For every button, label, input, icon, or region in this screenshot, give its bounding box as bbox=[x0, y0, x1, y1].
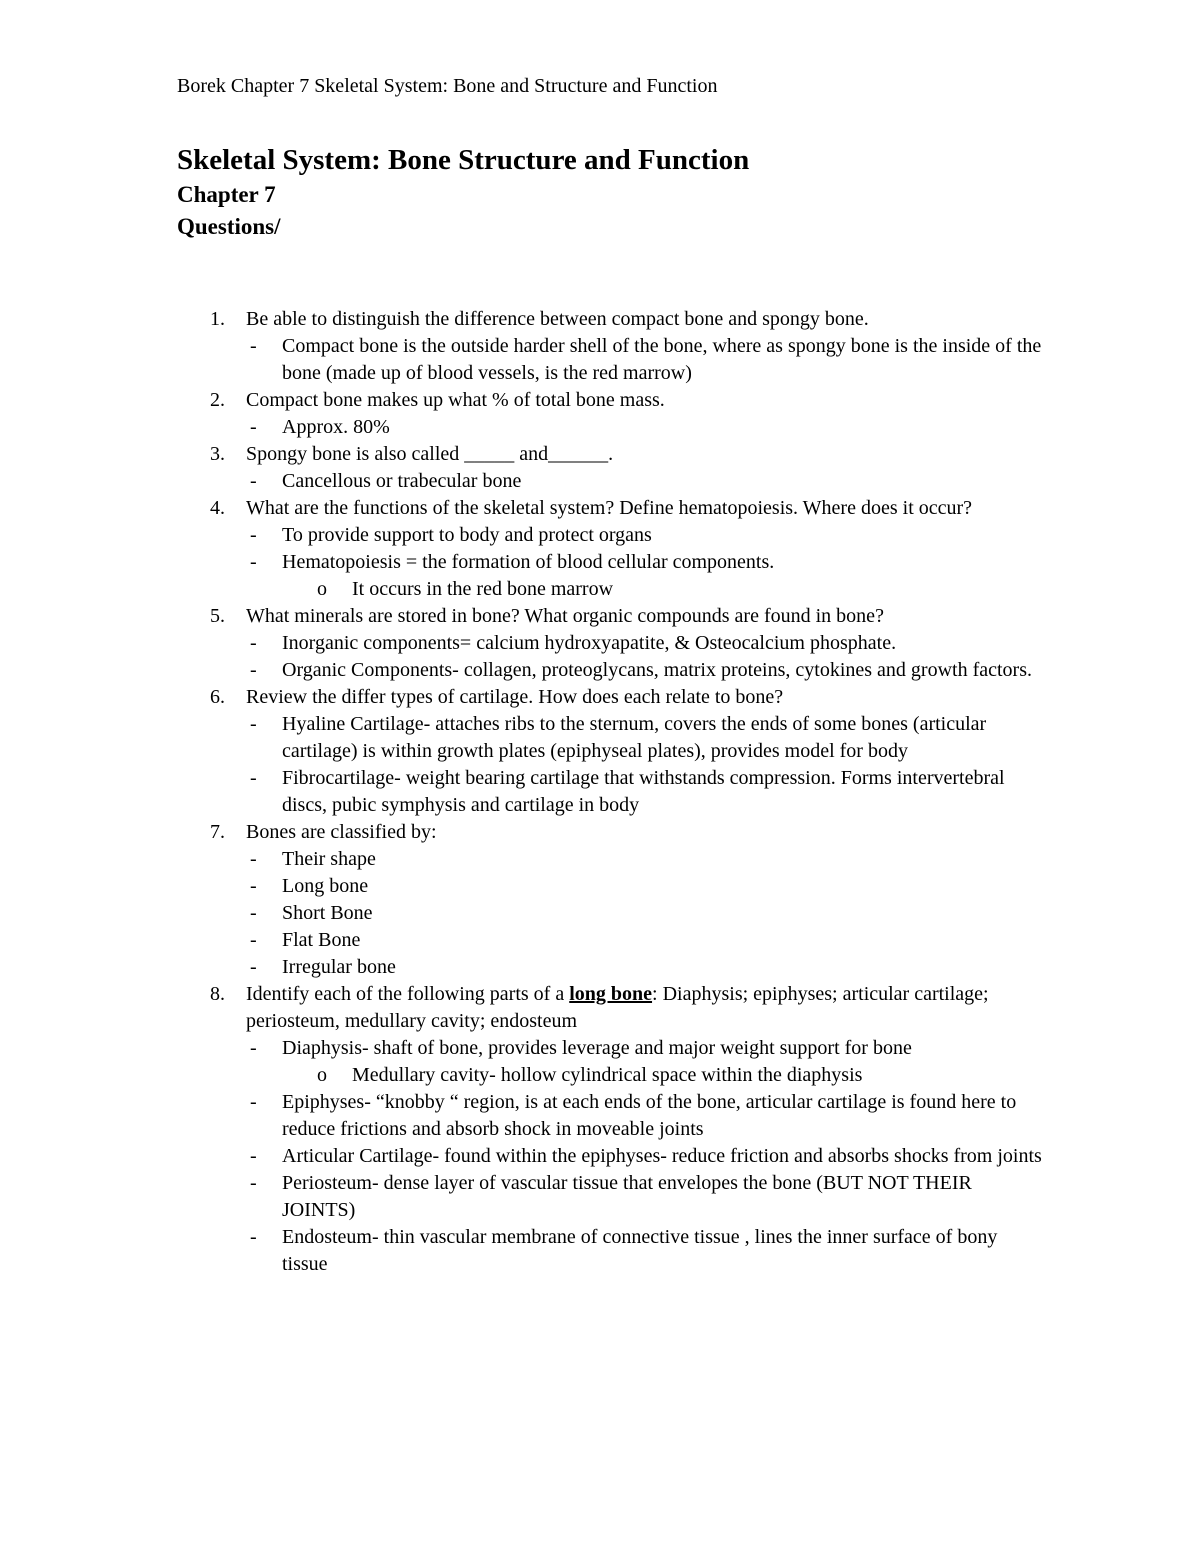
dash-bullet: - bbox=[250, 632, 257, 654]
dash-bullet: - bbox=[250, 659, 257, 681]
answer-item bbox=[0, 900, 1042, 927]
sub-answer-item bbox=[0, 1062, 1052, 1089]
question-list bbox=[0, 306, 1200, 1278]
question-number: 4. bbox=[210, 497, 225, 519]
dash-bullet: - bbox=[250, 1037, 257, 1059]
dash-bullet: - bbox=[250, 416, 257, 438]
question-prompt: Spongy bone is also called _____ and______. bbox=[246, 443, 614, 465]
answer-text: Flat Bone bbox=[282, 929, 361, 951]
answer-item bbox=[0, 927, 1042, 954]
question-text bbox=[0, 306, 1036, 333]
question-prompt: Bones are classified by: bbox=[246, 821, 437, 843]
answer-text: Short Bone bbox=[282, 902, 373, 924]
emphasis-long-bone: long bone bbox=[569, 983, 653, 1005]
question-prompt: Review the differ types of cartilage. How does each relate to bone? bbox=[246, 686, 784, 708]
sub-answer-list bbox=[0, 576, 1200, 603]
answer-text: Compact bone is the outside harder shell of the bone, where as spongy bone is the inside of the bone (made up of blood vessels, is the red marrow) bbox=[282, 335, 1042, 384]
question-text bbox=[0, 981, 1036, 1035]
question-number: 2. bbox=[210, 389, 225, 411]
dash-bullet: - bbox=[250, 929, 257, 951]
question-item bbox=[0, 495, 1200, 603]
dash-bullet: - bbox=[250, 470, 257, 492]
answer-text: Hyaline Cartilage- attaches ribs to the sternum, covers the ends of some bones (articular cartilage) is within growth plates (epiphyseal plates), provides model for body bbox=[282, 713, 987, 762]
question-text bbox=[0, 387, 1036, 414]
answer-text: Fibrocartilage- weight bearing cartilage that withstands compression. Forms intervertebral discs, pubic symphysis and cartilage in body bbox=[282, 767, 1005, 816]
answer-item bbox=[0, 1143, 1042, 1170]
question-prompt: Be able to distinguish the difference between compact bone and spongy bone. bbox=[246, 308, 869, 330]
question-prompt-end: : Diaphysis; epiphyses; articular cartilage; periosteum, medullary cavity; endosteum bbox=[246, 983, 989, 1032]
answer-text: Endosteum- thin vascular membrane of connective tissue , lines the inner surface of bony tissue bbox=[282, 1226, 998, 1275]
question-number: 8. bbox=[210, 983, 225, 1005]
question-number: 3. bbox=[210, 443, 225, 465]
answer-text: Organic Components- collagen, proteoglycans, matrix proteins, cytokines and growth factors. bbox=[282, 659, 1032, 681]
answer-item bbox=[0, 1224, 1042, 1278]
question-item bbox=[0, 981, 1200, 1278]
dash-bullet: - bbox=[250, 902, 257, 924]
question-prompt: What minerals are stored in bone? What organic compounds are found in bone? bbox=[246, 605, 884, 627]
question-prompt-start: Identify each of the following parts of a bbox=[246, 983, 570, 1005]
dash-bullet: - bbox=[250, 875, 257, 897]
answer-item bbox=[0, 414, 1042, 441]
dash-bullet: - bbox=[250, 1145, 257, 1167]
question-item bbox=[0, 441, 1200, 495]
circle-bullet: o bbox=[317, 1064, 327, 1086]
answer-item bbox=[0, 468, 1042, 495]
answer-list bbox=[0, 522, 1200, 576]
answer-item bbox=[0, 522, 1042, 549]
answer-item bbox=[0, 333, 1042, 387]
question-number: 6. bbox=[210, 686, 225, 708]
question-item bbox=[0, 387, 1200, 441]
answer-list bbox=[0, 1035, 1200, 1062]
question-text bbox=[0, 603, 1036, 630]
circle-bullet: o bbox=[317, 578, 327, 600]
answer-item bbox=[0, 1089, 1042, 1143]
question-text bbox=[0, 495, 1036, 522]
answer-item bbox=[0, 549, 1042, 576]
answer-text: Irregular bone bbox=[282, 956, 396, 978]
answer-text: To provide support to body and protect organs bbox=[282, 524, 652, 546]
answer-list bbox=[0, 1089, 1200, 1278]
answer-text: Cancellous or trabecular bone bbox=[282, 470, 522, 492]
answer-text: Periosteum- dense layer of vascular tissue that envelopes the bone (BUT NOT THEIR JOINTS) bbox=[282, 1172, 972, 1221]
answer-item bbox=[0, 630, 1042, 657]
chapter-label: Chapter 7 bbox=[177, 182, 276, 207]
answer-list bbox=[0, 333, 1200, 387]
sub-answer-item bbox=[0, 576, 1052, 603]
question-item bbox=[0, 819, 1200, 981]
answer-list bbox=[0, 711, 1200, 819]
answer-text: Long bone bbox=[282, 875, 369, 897]
answer-item bbox=[0, 1035, 1042, 1062]
answer-text: Epiphyses- “knobby “ region, is at each ends of the bone, articular cartilage is found here to reduce frictions and absorb shock in moveable joints bbox=[282, 1091, 1017, 1140]
question-number: 7. bbox=[210, 821, 225, 843]
sub-answer-list bbox=[0, 1062, 1200, 1089]
question-item bbox=[0, 684, 1200, 819]
dash-bullet: - bbox=[250, 1091, 257, 1113]
answer-text: Inorganic components= calcium hydroxyapatite, & Osteocalcium phosphate. bbox=[282, 632, 897, 654]
answer-list bbox=[0, 630, 1200, 684]
sub-answer-text: Medullary cavity- hollow cylindrical space within the diaphysis bbox=[352, 1064, 863, 1086]
answer-item bbox=[0, 846, 1042, 873]
question-number: 5. bbox=[210, 605, 225, 627]
answer-text: Hematopoiesis = the formation of blood cellular components. bbox=[282, 551, 775, 573]
dash-bullet: - bbox=[250, 335, 257, 357]
dash-bullet: - bbox=[250, 1172, 257, 1194]
question-prompt: Compact bone makes up what % of total bone mass. bbox=[246, 389, 665, 411]
document-title: Skeletal System: Bone Structure and Function bbox=[177, 144, 750, 176]
question-number: 1. bbox=[210, 308, 225, 330]
question-text bbox=[0, 441, 1036, 468]
question-text bbox=[0, 819, 1036, 846]
dash-bullet: - bbox=[250, 848, 257, 870]
question-text bbox=[0, 684, 1036, 711]
answer-item bbox=[0, 1170, 1042, 1224]
answer-list bbox=[0, 468, 1200, 495]
answer-item bbox=[0, 954, 1042, 981]
running-header: Borek Chapter 7 Skeletal System: Bone and Structure and Function bbox=[177, 75, 718, 97]
answer-text: Approx. 80% bbox=[282, 416, 390, 438]
questions-label: Questions/ bbox=[177, 214, 281, 239]
answer-item bbox=[0, 657, 1042, 684]
answer-item bbox=[0, 711, 1042, 765]
answer-item bbox=[0, 765, 1042, 819]
question-item bbox=[0, 603, 1200, 684]
dash-bullet: - bbox=[250, 551, 257, 573]
sub-answer-text: It occurs in the red bone marrow bbox=[352, 578, 614, 600]
question-item bbox=[0, 306, 1200, 387]
dash-bullet: - bbox=[250, 524, 257, 546]
answer-list bbox=[0, 414, 1200, 441]
dash-bullet: - bbox=[250, 1226, 257, 1248]
answer-text: Diaphysis- shaft of bone, provides leverage and major weight support for bone bbox=[282, 1037, 912, 1059]
question-prompt: What are the functions of the skeletal system? Define hematopoiesis. Where does it occur? bbox=[246, 497, 973, 519]
dash-bullet: - bbox=[250, 767, 257, 789]
answer-text: Articular Cartilage- found within the epiphyses- reduce friction and absorbs shocks from joints bbox=[282, 1145, 1042, 1167]
answer-text: Their shape bbox=[282, 848, 376, 870]
answer-list bbox=[0, 846, 1200, 981]
answer-item bbox=[0, 873, 1042, 900]
dash-bullet: - bbox=[250, 713, 257, 735]
dash-bullet: - bbox=[250, 956, 257, 978]
